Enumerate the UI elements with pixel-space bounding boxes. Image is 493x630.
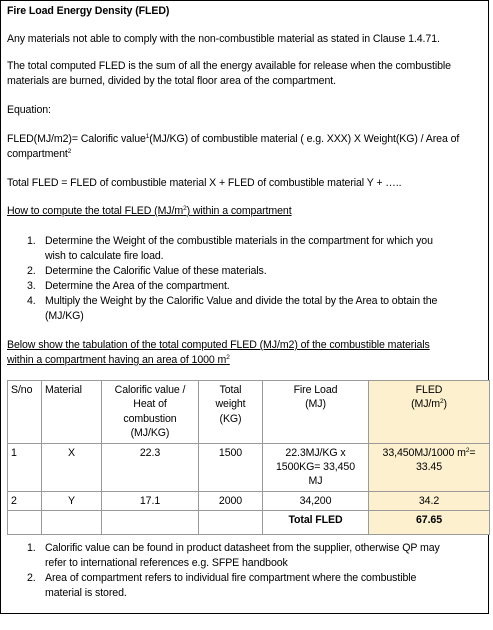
cell-fire-load: 22.3MJ/KG x 1500KG= 33,450 MJ bbox=[263, 443, 369, 491]
cell-sno: 2 bbox=[8, 491, 42, 510]
table-header-row bbox=[8, 381, 490, 444]
equation-line2: compartment$^2$ bbox=[7, 148, 72, 160]
total-fled-value: 67.65 bbox=[369, 511, 490, 535]
cell-material: X bbox=[42, 443, 102, 491]
cell-sno: 1 bbox=[8, 443, 42, 491]
cell-empty bbox=[42, 511, 102, 535]
cell-fled: 34.2 bbox=[369, 491, 490, 510]
equation-label: Equation: bbox=[7, 104, 51, 116]
paragraph-scope: Any materials not able to comply with the non-combustible material as stated in Clause 1.4.71. bbox=[7, 33, 440, 45]
cell-calorific-value: 22.3 bbox=[102, 443, 199, 491]
document-title: Fire Load Energy Density (FLED) bbox=[7, 5, 170, 17]
paragraph-definition-line2: materials are burned, divided by the total floor area of the compartment. bbox=[7, 75, 336, 87]
paragraph-definition-line1: The total computed FLED is the sum of all the energy available for release when the combustible bbox=[7, 60, 451, 72]
cell-empty bbox=[8, 511, 42, 535]
total-fled-label: Total FLED bbox=[263, 511, 369, 535]
header-fled: FLED $(MJ/m^2)$ bbox=[369, 381, 490, 444]
tabulation-intro-line2: within a compartment having an area of 1000 $m^2$ bbox=[7, 354, 230, 366]
cell-weight: 1500 bbox=[199, 443, 263, 491]
equation-line1: FLED(MJ/m2)= Calorific value$^1$(MJ/KG) of combustible material ( e.g. XXX) X Weight(KG) / Area of bbox=[7, 133, 460, 145]
header-total-weight: Total weight (KG) bbox=[199, 381, 263, 444]
cell-calorific-value: 17.1 bbox=[102, 491, 199, 510]
table-total-row bbox=[8, 511, 490, 535]
header-sno: S/no bbox=[8, 381, 42, 444]
cell-weight: 2000 bbox=[199, 491, 263, 510]
table-row bbox=[8, 443, 490, 491]
fled-table bbox=[7, 380, 490, 535]
cell-empty bbox=[199, 511, 263, 535]
cell-fled: 33,450MJ/1000 $m^2=$ 33.45 bbox=[369, 443, 490, 491]
total-fled-equation: Total FLED = FLED of combustible material X + FLED of combustible material Y + ….. bbox=[7, 177, 402, 189]
header-material: Material bbox=[42, 381, 102, 444]
header-fire-load: Fire Load (MJ) bbox=[263, 381, 369, 444]
tabulation-intro-line1: Below show the tabulation of the total computed FLED (MJ/m2) of the combustible materials bbox=[7, 339, 430, 351]
cell-material: Y bbox=[42, 491, 102, 510]
cell-fire-load: 34,200 bbox=[263, 491, 369, 510]
header-calorific-value: Calorific value / Heat of combustion (MJ/KG) bbox=[102, 381, 199, 444]
table-row bbox=[8, 491, 490, 510]
cell-empty bbox=[102, 511, 199, 535]
how-to-heading: How to compute the total FLED $(MJ/m^2)$ within a compartment bbox=[7, 205, 292, 217]
